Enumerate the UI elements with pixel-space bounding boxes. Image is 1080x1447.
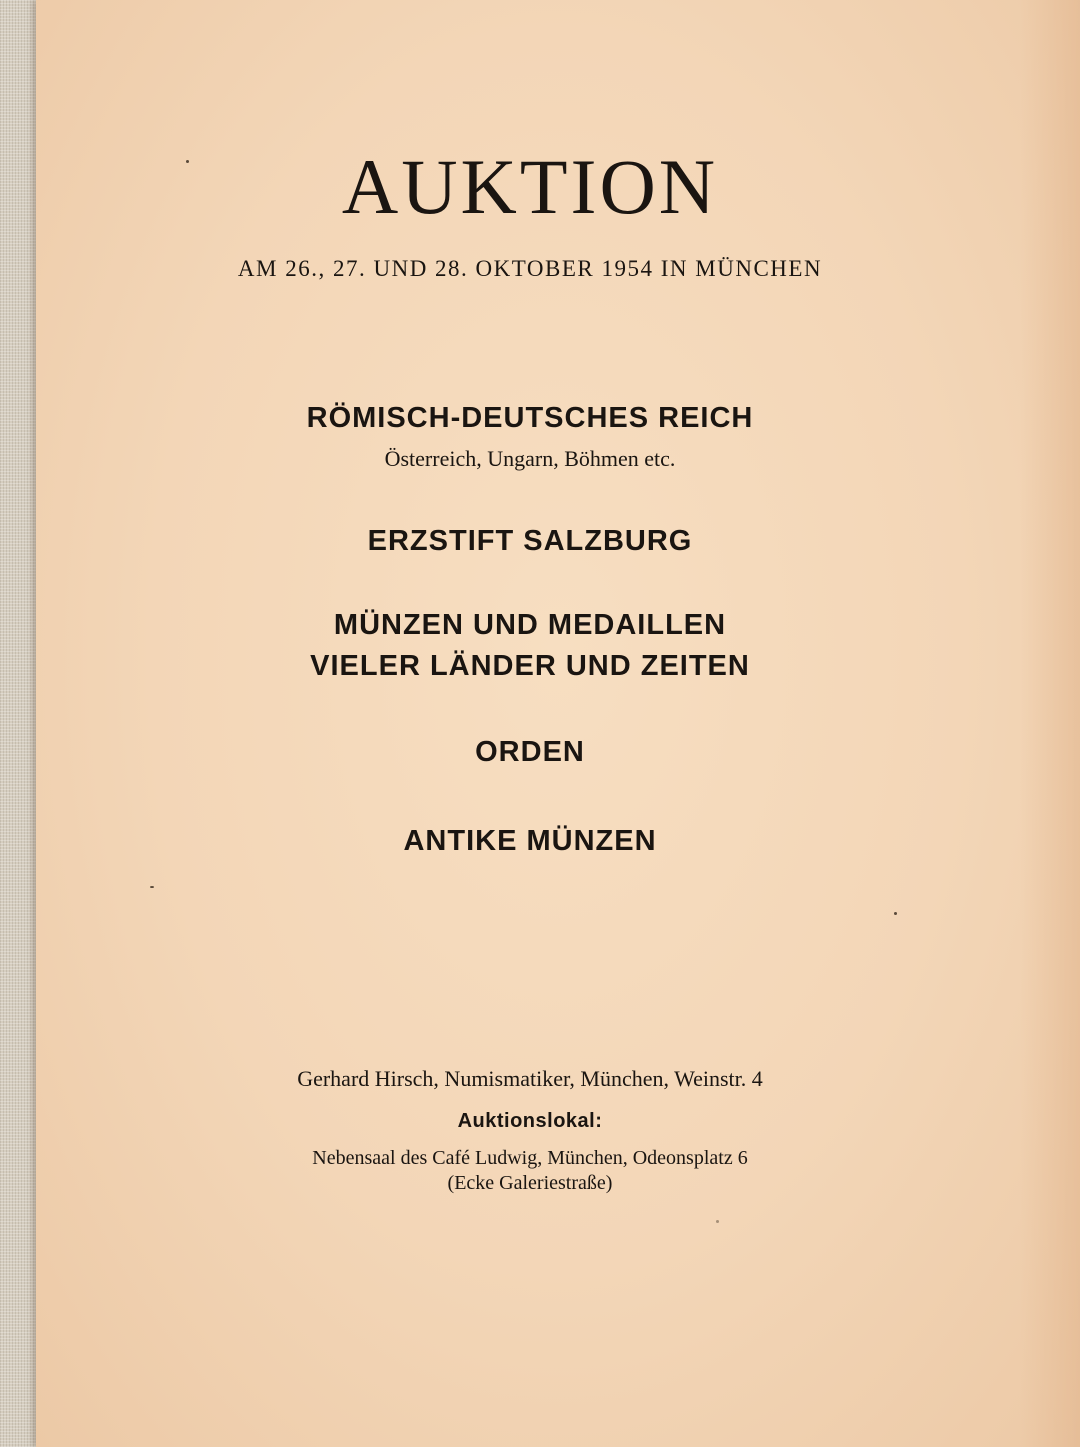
catalog-cover-page <box>36 0 1080 1447</box>
section-heading-muenzen-medaillen: MÜNZEN UND MEDAILLEN <box>333 609 727 641</box>
paper-speck <box>894 912 897 915</box>
section-heading-roemisch-deutsches-reich: RÖMISCH-DEUTSCHES REICH <box>306 402 754 434</box>
auction-title: AUKTION <box>341 143 719 230</box>
auction-date-line: AM 26., 27. UND 28. OKTOBER 1954 IN MÜNCHEN <box>237 256 823 281</box>
venue-address-note: (Ecke Galeriestraße) <box>447 1172 613 1194</box>
section-heading-vieler-laender: VIELER LÄNDER UND ZEITEN <box>310 650 750 682</box>
section-heading-orden: ORDEN <box>475 736 585 768</box>
section-subline-countries: Österreich, Ungarn, Böhmen etc. <box>384 446 676 471</box>
paper-speck <box>186 160 189 163</box>
venue-address: Nebensaal des Café Ludwig, München, Odeonsplatz 6 <box>312 1147 748 1169</box>
section-heading-erzstift-salzburg: ERZSTIFT SALZBURG <box>367 525 693 557</box>
publisher-line: Gerhard Hirsch, Numismatiker, München, Weinstr. 4 <box>297 1066 763 1091</box>
paper-speck <box>150 886 154 888</box>
paper-speck <box>716 1220 719 1223</box>
section-heading-antike-muenzen: ANTIKE MÜNZEN <box>403 825 657 857</box>
venue-label: Auktionslokal: <box>457 1110 603 1132</box>
